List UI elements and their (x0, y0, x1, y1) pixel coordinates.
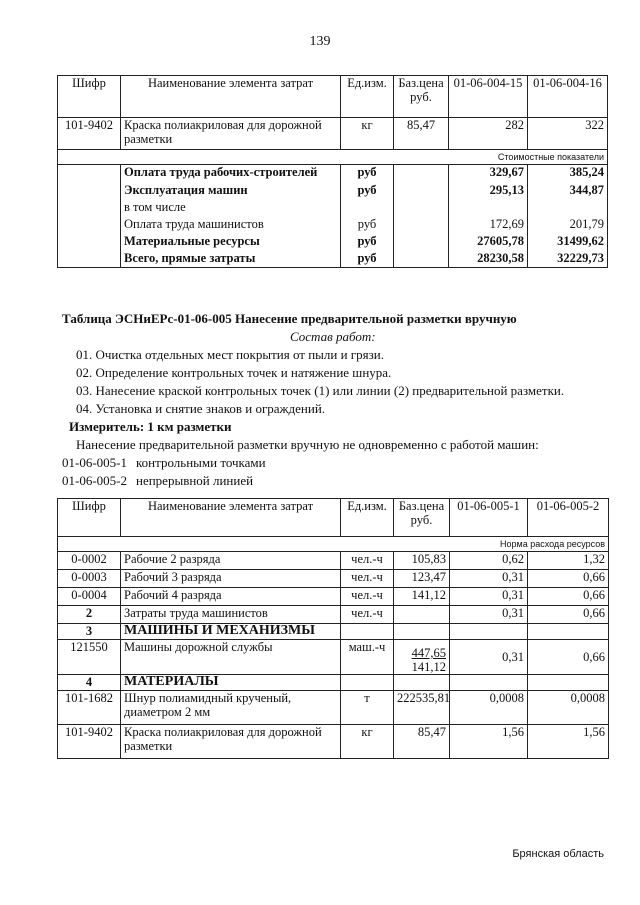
table-title: Таблица ЭСНиЕРс-01-06-005 Нанесение предварительной разметки вручную (62, 311, 517, 326)
cell-value-1: 282 (449, 118, 528, 150)
cell-value-1: 1,56 (450, 725, 528, 759)
header-name: Наименование элемента затрат (121, 499, 341, 537)
cell-value-1: 27605,78 (449, 234, 528, 251)
variant-text: контрольными точками (136, 455, 266, 470)
cell-price: 141,12 (394, 588, 450, 606)
cell-price (394, 606, 450, 624)
cell-value-1: 329,67 (449, 165, 528, 183)
cell-value-1: 295,13 (449, 183, 528, 200)
cell-code: 101-1682 (58, 691, 121, 725)
cell-name: Шнур полиамидный крученый, диаметром 2 мм (121, 691, 341, 725)
cell-name: Материальные ресурсы (121, 234, 341, 251)
table-row (58, 217, 608, 234)
table-row (58, 552, 609, 570)
table-header-row (58, 76, 608, 118)
table-row (58, 640, 609, 675)
section-label: Стоимостные показатели (58, 150, 608, 165)
cell-name: Затраты труда машинистов (121, 606, 341, 624)
cell-value-1: 0,31 (450, 606, 528, 624)
cell-code: 0-0003 (58, 570, 121, 588)
variant-code: 01-06-005-2 (62, 473, 127, 488)
table-row (58, 118, 608, 150)
cell-code: 2 (58, 606, 121, 624)
cell-unit: руб (341, 234, 394, 251)
table-row (58, 725, 609, 759)
cell-price: 105,83 (394, 552, 450, 570)
table-row (58, 251, 608, 268)
cell-name: Оплата труда рабочих-строителей (121, 165, 341, 183)
section-name: МАТЕРИАЛЫ (121, 675, 341, 691)
cell-unit: чел.-ч (341, 552, 394, 570)
header-code: Шифр (58, 499, 121, 537)
cell-name: Эксплуатация машин (121, 183, 341, 200)
cell-value-2: 0,66 (528, 606, 609, 624)
header-name: Наименование элемента затрат (121, 76, 341, 118)
cell-name: в том числе (121, 200, 341, 217)
cell-name: Краска полиакриловая для дорожной разметки (121, 725, 341, 759)
header-price: Баз.цена руб. (394, 76, 449, 118)
section-heading-row (58, 624, 609, 640)
cell-name: Рабочий 3 разряда (121, 570, 341, 588)
cell-name: Краска полиакриловая для дорожной разметки (121, 118, 341, 150)
cell-unit: руб (341, 165, 394, 183)
cell-value-1: 172,69 (449, 217, 528, 234)
cell-name: Всего, прямые затраты (121, 251, 341, 268)
cell-code: 101-9402 (58, 118, 121, 150)
header-code: Шифр (58, 76, 121, 118)
section-code: 3 (58, 624, 121, 640)
header-col1: 01-06-005-1 (450, 499, 528, 537)
cell-value-2: 344,87 (528, 183, 608, 200)
cell-value-2: 1,56 (528, 725, 609, 759)
cell-value-2: 1,32 (528, 552, 609, 570)
header-col1: 01-06-004-15 (449, 76, 528, 118)
section-name: МАШИНЫ И МЕХАНИЗМЫ (121, 624, 341, 640)
footer-region: Брянская область (512, 848, 604, 860)
cell-name: Рабочий 4 разряда (121, 588, 341, 606)
cell-value-1: 0,31 (450, 640, 528, 675)
cell-unit: чел.-ч (341, 588, 394, 606)
header-col2: 01-06-005-2 (528, 499, 609, 537)
variant-text: непрерывной линией (136, 473, 254, 488)
page-number: 139 (309, 34, 331, 49)
cell-value-1: 0,31 (450, 588, 528, 606)
cell-value-2: 31499,62 (528, 234, 608, 251)
cell-unit: руб (341, 183, 394, 200)
cell-value-2: 0,66 (528, 570, 609, 588)
cell-value-1: 0,31 (450, 570, 528, 588)
table-row (58, 570, 609, 588)
cell-price: 123,47 (394, 570, 450, 588)
cell-price (394, 640, 450, 675)
description: Нанесение предварительной разметки вручную не одновременно с работой машин: (76, 437, 539, 452)
cell-value-2: 322 (528, 118, 608, 150)
meter-label: Измеритель: 1 км разметки (69, 419, 232, 434)
header-col2: 01-06-004-16 (528, 76, 608, 118)
cell-name: Машины дорожной службы (121, 640, 341, 675)
cell-value-2: 0,66 (528, 640, 609, 675)
cell-value-2: 0,66 (528, 588, 609, 606)
section-label: Норма расхода ресурсов (58, 537, 609, 552)
section-code: 4 (58, 675, 121, 691)
cell-unit: руб (341, 217, 394, 234)
cell-price: 85,47 (394, 118, 449, 150)
cell-price: 85,47 (394, 725, 450, 759)
cell-value-1: 0,0008 (450, 691, 528, 725)
table-row (58, 234, 608, 251)
cell-code: 101-9402 (58, 725, 121, 759)
cell-value-1: 28230,58 (449, 251, 528, 268)
resource-table-2 (57, 498, 609, 759)
cell-unit: чел.-ч (341, 606, 394, 624)
cell-code: 121550 (58, 640, 121, 675)
cell-name: Рабочие 2 разряда (121, 552, 341, 570)
work-item: 02. Определение контрольных точек и натяжение шнура. (76, 365, 392, 380)
table-row (58, 691, 609, 725)
cell-value-2: 201,79 (528, 217, 608, 234)
cell-value-2: 0,0008 (528, 691, 609, 725)
price-secondary: 141,12 (411, 660, 446, 674)
work-item: 03. Нанесение краской контрольных точек (1) или линии (2) предварительной разметки. (76, 383, 565, 398)
cell-value-2: 32229,73 (528, 251, 608, 268)
cell-code: 0-0002 (58, 552, 121, 570)
table-row (58, 588, 609, 606)
section-heading-row (58, 675, 609, 691)
work-item: 04. Установка и снятие знаков и ограждений. (76, 401, 326, 416)
table-row (58, 183, 608, 200)
cell-price: 222535,81 (394, 691, 450, 725)
header-unit: Ед.изм. (341, 499, 394, 537)
work-item: 01. Очистка отдельных мест покрытия от пыли и грязи. (76, 347, 384, 362)
cell-unit: маш.-ч (341, 640, 394, 675)
cell-unit: чел.-ч (341, 570, 394, 588)
table-row (58, 200, 608, 217)
price-primary: 447,65 (411, 646, 446, 660)
section-row (58, 537, 609, 552)
cell-unit: кг (341, 725, 394, 759)
cell-value-1: 0,62 (450, 552, 528, 570)
table-row (58, 165, 608, 183)
section-row (58, 150, 608, 165)
cell-unit: руб (341, 251, 394, 268)
cell-code: 0-0004 (58, 588, 121, 606)
composition-title: Состав работ: (290, 329, 376, 344)
variant-code: 01-06-005-1 (62, 455, 127, 470)
table-row (58, 606, 609, 624)
cell-unit: т (341, 691, 394, 725)
cell-name: Оплата труда машинистов (121, 217, 341, 234)
resource-table-1 (57, 75, 608, 268)
table-header-row (58, 499, 609, 537)
cell-unit: кг (341, 118, 394, 150)
header-unit: Ед.изм. (341, 76, 394, 118)
header-price: Баз.цена руб. (394, 499, 450, 537)
cell-value-2: 385,24 (528, 165, 608, 183)
